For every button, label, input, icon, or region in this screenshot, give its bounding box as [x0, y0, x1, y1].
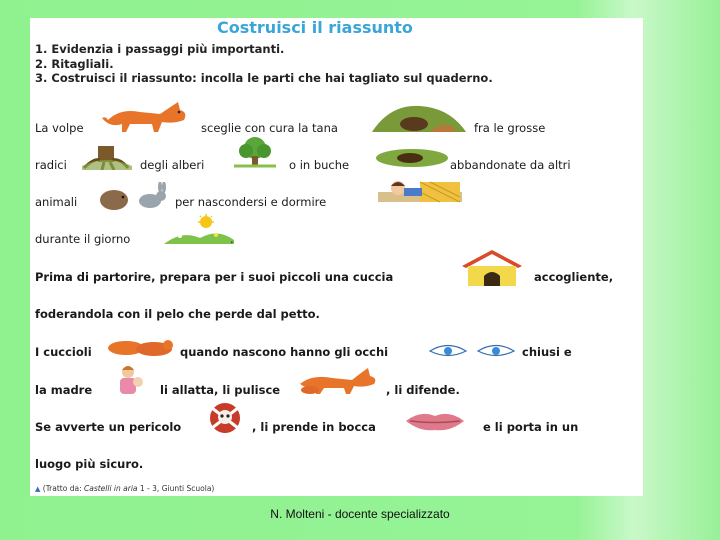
- text-fragment: accogliente,: [534, 270, 614, 284]
- text-fragment: animali: [35, 195, 78, 209]
- triangle-icon: ▲: [35, 485, 41, 493]
- text-fragment: e li porta in un: [483, 420, 579, 434]
- text-fragment: , li prende in bocca: [252, 420, 376, 434]
- text-fragment: fra le grosse: [474, 121, 546, 135]
- text-fragment: radici: [35, 158, 67, 172]
- text-fragment: foderandola con il pelo che perde dal petto.: [35, 307, 320, 321]
- text-fragment: Prima di partorire, prepara per i suoi piccoli una cuccia: [35, 270, 394, 284]
- text-fragment: o in buche: [289, 158, 350, 172]
- doghouse-icon: [458, 248, 526, 288]
- fox-icon: [100, 98, 190, 134]
- text-fragment: .: [230, 232, 234, 246]
- instruction-2: 2. Ritagliali.: [35, 57, 114, 71]
- text-fragment: chiusi e: [522, 345, 572, 359]
- footer-caption: N. Molteni - docente specializzato: [270, 507, 450, 521]
- text-fragment: luogo più sicuro.: [35, 457, 144, 471]
- worksheet: [30, 18, 643, 496]
- tree-icon: [232, 136, 278, 168]
- fox-icon: [296, 366, 380, 394]
- hedgehog-icon: [96, 186, 132, 212]
- burrow-icon: [374, 146, 450, 168]
- text-fragment: quando nascono hanno gli occhi: [180, 345, 389, 359]
- text-fragment: abbandonate da altri: [450, 158, 571, 172]
- text-fragment: Se avverte un pericolo: [35, 420, 182, 434]
- instruction-1: 1. Evidenzia i passaggi più importanti.: [35, 42, 285, 56]
- eye-icon: [428, 344, 468, 358]
- source-citation: ▲ (Tratto da: Castelli in aria 1 - 3, Giunti Scuola): [35, 484, 215, 493]
- page-title: Costruisci il riassunto: [217, 18, 413, 37]
- meadow-sun-icon: [164, 214, 234, 244]
- den-icon: [370, 102, 468, 134]
- eye-icon: [476, 344, 516, 358]
- rabbit-icon: [134, 182, 170, 210]
- tree-roots-icon: [80, 140, 134, 170]
- sleeping-child-icon: [376, 178, 464, 206]
- text-fragment: La volpe: [35, 121, 84, 135]
- text-fragment: I cuccioli: [35, 345, 92, 359]
- cubs-icon: [106, 334, 178, 360]
- mouth-icon: [404, 410, 466, 432]
- text-fragment: per nascondersi e dormire: [175, 195, 327, 209]
- text-fragment: la madre: [35, 383, 93, 397]
- text-fragment: degli alberi: [140, 158, 205, 172]
- text-fragment: sceglie con cura la tana: [201, 121, 338, 135]
- instruction-3: 3. Costruisci il riassunto: incolla le parti che hai tagliato sul quaderno.: [35, 71, 493, 85]
- text-fragment: , li difende.: [386, 383, 460, 397]
- text-fragment: durante il giorno: [35, 232, 131, 246]
- mother-child-icon: [114, 364, 148, 396]
- text-fragment: li allatta, li pulisce: [160, 383, 281, 397]
- skull-icon: [202, 402, 248, 434]
